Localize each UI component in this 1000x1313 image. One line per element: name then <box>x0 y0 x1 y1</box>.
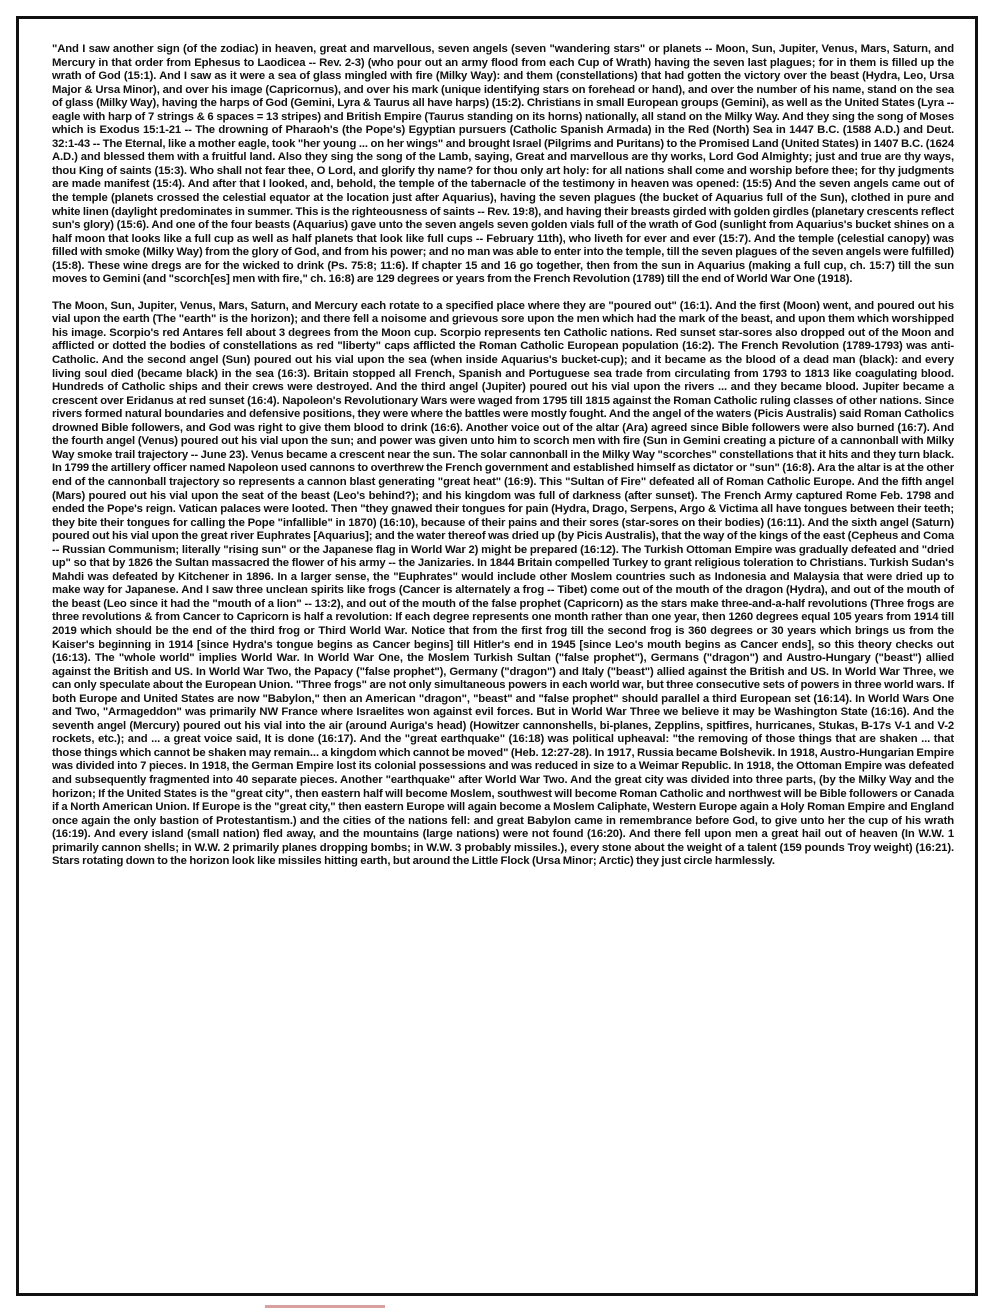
paragraph-revelation-15: "And I saw another sign (of the zodiac) in heaven, great and marvellous, seven angels (seven "wandering stars" or planets -- Moon, Sun, Jupiter, Venus, Mars, Saturn, and Mercury in that order from Ephesus to Laodicea -- Rev. 2-3) (who pour out an army flood from each Cup of Wrath) having the seven last plagues; for in them is filled up the wrath of God (15:1). And I saw as it were a sea of glass mingled with fire (Milky Way): and them (constellations) that had gotten the victory over the beast (Hydra, Leo, Ursa Major & Ursa Minor), and over his image (Capricornus), and over his mark (unique identifying stars on forehead or hand), and over the number of his name, stand on the sea of glass (Milky Way), having the harps of God (Gemini, Lyra & Taurus all have harps) (15:2). Christians in small European groups (Gemini), as well as the United States (Lyra -- eagle with harp of 7 strings & 6 spaces = 13 stripes) and British Empire (Taurus standing on its horns) nationally, all stand on the Milky Way. And they sing the song of Moses which is Exodus 15:1-21 -- The drowning of Pharaoh's (the Pope's) Egyptian pursuers (Catholic Spanish Armada) in the Red (North) Sea in 1447 B.C. (1588 A.D.) and Deut. 32:1-43 -- The Eternal, like a mother eagle, took "her young ... on her wings" and brought Israel (Pilgrims and Puritans) to the Promised Land (United States) in 1407 B.C. (1624 A.D.) and blessed them with a fruitful land. Also they sing the song of the Lamb, saying, Great and marvellous are thy works, Lord God Almighty; just and true are thy ways, thou King of saints (15:3). Who shall not fear thee, O Lord, and glorify thy name? for thou only art holy: for all nations shall come and worship before thee; for thy judgments are made manifest (15:4). And after that I looked, and, behold, the temple of the tabernacle of the testimony in heaven was opened: (15:5) And the seven angels came out of the temple (planets crossed the celestial equator at the location just after Aquarius), having the seven plagues (the bucket of Aquarius full of the Sun), clothed in pure and white linen (daylight predominates in summer. This is the righteousness of saints -- Rev. 19:8), and having their breasts girded with golden girdles (planetary crescents reflect sun's glory) (15:6). And one of the four beasts (Aquarius) gave unto the seven angels seven golden vials full of the wrath of God (sunlight from Aquarius's bucket shines on a half moon that looks like a full cup as well as half planets that look like full cups -- February 11th), who liveth for ever and ever (15:7). And the temple (celestial canopy) was filled with smoke (Milky Way) from the glory of God, and from his power; and no man was able to enter into the temple, till the seven plagues of the seven angels were fulfilled) (15:8). These wine dregs are for the wicked to drink (Ps. 75:8; 11:6). If chapter 15 and 16 go together, then from the sun in Aquarius (making a full cup, ch. 15:7) till the sun moves to Gemini (and "scorch[es] men with fire," ch. 16:8) are 129 degrees or years from the French Revolution (1789) till the end of World War One (1918). <box>52 43 954 286</box>
paragraph-revelation-16: The Moon, Sun, Jupiter, Venus, Mars, Saturn, and Mercury each rotate to a specified place where they are "poured out" (16:1). And the first (Moon) went, and poured out his vial upon the earth (The "earth" is the horizon); and there fell a noisome and grievous sore upon the men which had the mark of the beast, and upon them which worshipped his image. Scorpio's red Antares fell about 3 degrees from the Moon cup. Scorpio represents ten Catholic nations. Red sunset star-sores also dropped out of the Moon and afflicted or dotted the bodies of constellations as red "liberty" caps afflicted the Roman Catholic European population (16:2). The French Revolution (1789-1793) was anti-Catholic. And the second angel (Sun) poured out his vial upon the sea (when inside Aquarius's bucket-cup); and it became as the blood of a dead man (black): and every living soul died (became black) in the sea (16:3). Britain stopped all French, Spanish and Portuguese sea trade from circulating from 1793 to 1813 like coagulating blood. Hundreds of Catholic ships and their crews were destroyed. And the third angel (Jupiter) poured out his vial upon the rivers ... and they became blood. Jupiter became a crescent over Eridanus at red sunset (16:4). Napoleon's Revolutionary Wars were waged from 1795 till 1815 against the Roman Catholic ruling classes of other nations. Since rivers formed natural boundaries and defensive positions, they were where the battles were mostly fought. And the angel of the waters (Picis Australis) said Roman Catholics drowned Bible followers, and God was right to give them blood to drink (16:6). Another voice out of the altar (Ara) agreed since Bible followers were also burned (16:7). And the fourth angel (Venus) poured out his vial upon the sun; and power was given unto him to scorch men with fire (Sun in Gemini creating a picture of a cannonball with Milky Way smoke trail trajectory -- June 23). Venus became a crescent near the sun. The solar cannonball in the Milky Way "scorches" constellations that it hits and they turn black. In 1799 the artillery officer named Napoleon used cannons to overthrew the French government and established himself as dictator or "sun" (16:8). Ara the altar is at the other end of the cannonball trajectory so represents a cannon blast generating "great heat" (16:9). This "Sultan of Fire" defeated all of Roman Catholic Europe. And the fifth angel (Mars) poured out his vial upon the seat of the beast (Leo's behind?); and his kingdom was full of darkness (after sunset). The French Army captured Rome Feb. 1798 and ended the Pope's reign. Vatican palaces were looted. Then "they gnawed their tongues for pain (Hydra, Drago, Serpens, Argo & Victima all have tongues between their teeth; they bite their tongues for calling the Pope "infallible" in 1870) (16:10), because of their pains and their sores (star-sores on their bodies) (16:11). And the sixth angel (Saturn) poured out his vial upon the great river Euphrates [Aquarius]; and the water thereof was dried up (by Picis Australis), that the way of the kings of the east (Cepheus and Coma -- Russian Communism; literally "rising sun" or the Japanese flag in World War 2) might be prepared (16:12). The Turkish Ottoman Empire was gradually defeated and "dried up" so that by 1826 the Sultan massacred the flower of his army -- the Janizaries. In 1844 Britain compelled Turkey to grant religious toleration to Christians. Turkish Sudan's Mahdi was defeated by Kitchener in 1896. In a larger sense, the "Euphrates" would include other Moslem countries such as Indonesia and Malaysia that were dried up to make way for Japanese. And I saw three unclean spirits like frogs (Cancer is alternately a frog -- Tibet) come out of the mouth of the dragon (Hydra), and out of the mouth of the beast (Leo since it had the "mouth of a lion" -- 13:2), and out of the mouth of the false prophet (Capricorn) as the stars make three-and-a-half revolutions (Three frogs are three revolutions & from Cancer to Capricorn is half a revolution: If each degree represents one month rather than one year, then 1260 degrees equal 105 years from 1914 till 2019 which should be the end of the third frog or Third World War. Notice that from the first frog till the second frog is 360 degrees or 30 years which brings us from the Kaiser's beginning in 1914 [since Hydra's tongue begins as Cancer begins] till Hitler's end in 1945 [since Leo's mouth begins as Cancer ends], so this theory checks out (16:13). The "whole world" implies World War. In World War One, the Moslem Turkish Sultan ("false prophet"), Germans ("dragon") and Austro-Hungary ("beast") allied against the British and US. In World War Two, the Papacy ("false prophet"), Germany ("dragon") and Italy ("beast") allied against the British and US. In World War Three, we can only speculate about the European Union. "Three frogs" are not only simultaneous powers in each world war, but three consecutive sets of powers in three world wars. If both Europe and United States are now "Babylon," then an American "dragon", "beast" and "false prophet" should parallel a third European set (16:14). In World Wars One and Two, "Armageddon" was primarily NW France where Israelites won against evil forces. But in World War Three we believe it may be Washington State (16:16). And the seventh angel (Mercury) poured out his vial into the air (around Auriga's head) (Howitzer cannonshells, bi-planes, Zepplins, spitfires, hurricanes, Stukas, B-17s V-1 and V-2 rockets, etc.); and ... a great voice said, It is done (16:17). And the "great earthquake" (16:18) was political upheaval: "the removing of those things that are shaken ... that those things which cannot be shaken may remain... a kingdom which cannot be moved" (Heb. 12:27-28). In 1917, Russia became Bolshevik. In 1918, Austro-Hungarian Empire was divided into 7 pieces. In 1918, the German Empire lost its colonial possessions and was reduced in size to a Weimar Republic. In 1918, the Ottoman Empire was defeated and subsequently fragmented into 40 separate pieces. Another "earthquake" after World War Two. And the great city was divided into three parts, (by the Milky Way and the horizon; If the United States is the "great city", then eastern half will become Moslem, southwest will become Roman Catholic and northwest will be Bible followers or Canada if a North American Union. If Europe is the "great city," then eastern Europe will again become a Moslem Caliphate, Western Europe again a Holy Roman Empire and England once again the only bastion of Protestantism.) and the cities of the nations fell: and great Babylon came in remembrance before God, to give unto her the cup of his wrath (16:19). And every island (small nation) fled away, and the mountains (large nations) were not found (16:20). And there fell upon men a great hail out of heaven (In W.W. 1 primarily cannon shells; in W.W. 2 primarily planes dropping bombs; in W.W. 3 probably missiles.), every stone about the weight of a talent (159 pounds Troy weight) (16:21). Stars rotating down to the horizon look like missiles hitting earth, but around the Little Flock (Ursa Minor; Arctic) they just circle harmlessly. <box>52 299 954 868</box>
page-border-frame <box>16 16 978 1296</box>
document-body <box>52 43 954 869</box>
scan-edge-mark <box>265 1305 385 1308</box>
